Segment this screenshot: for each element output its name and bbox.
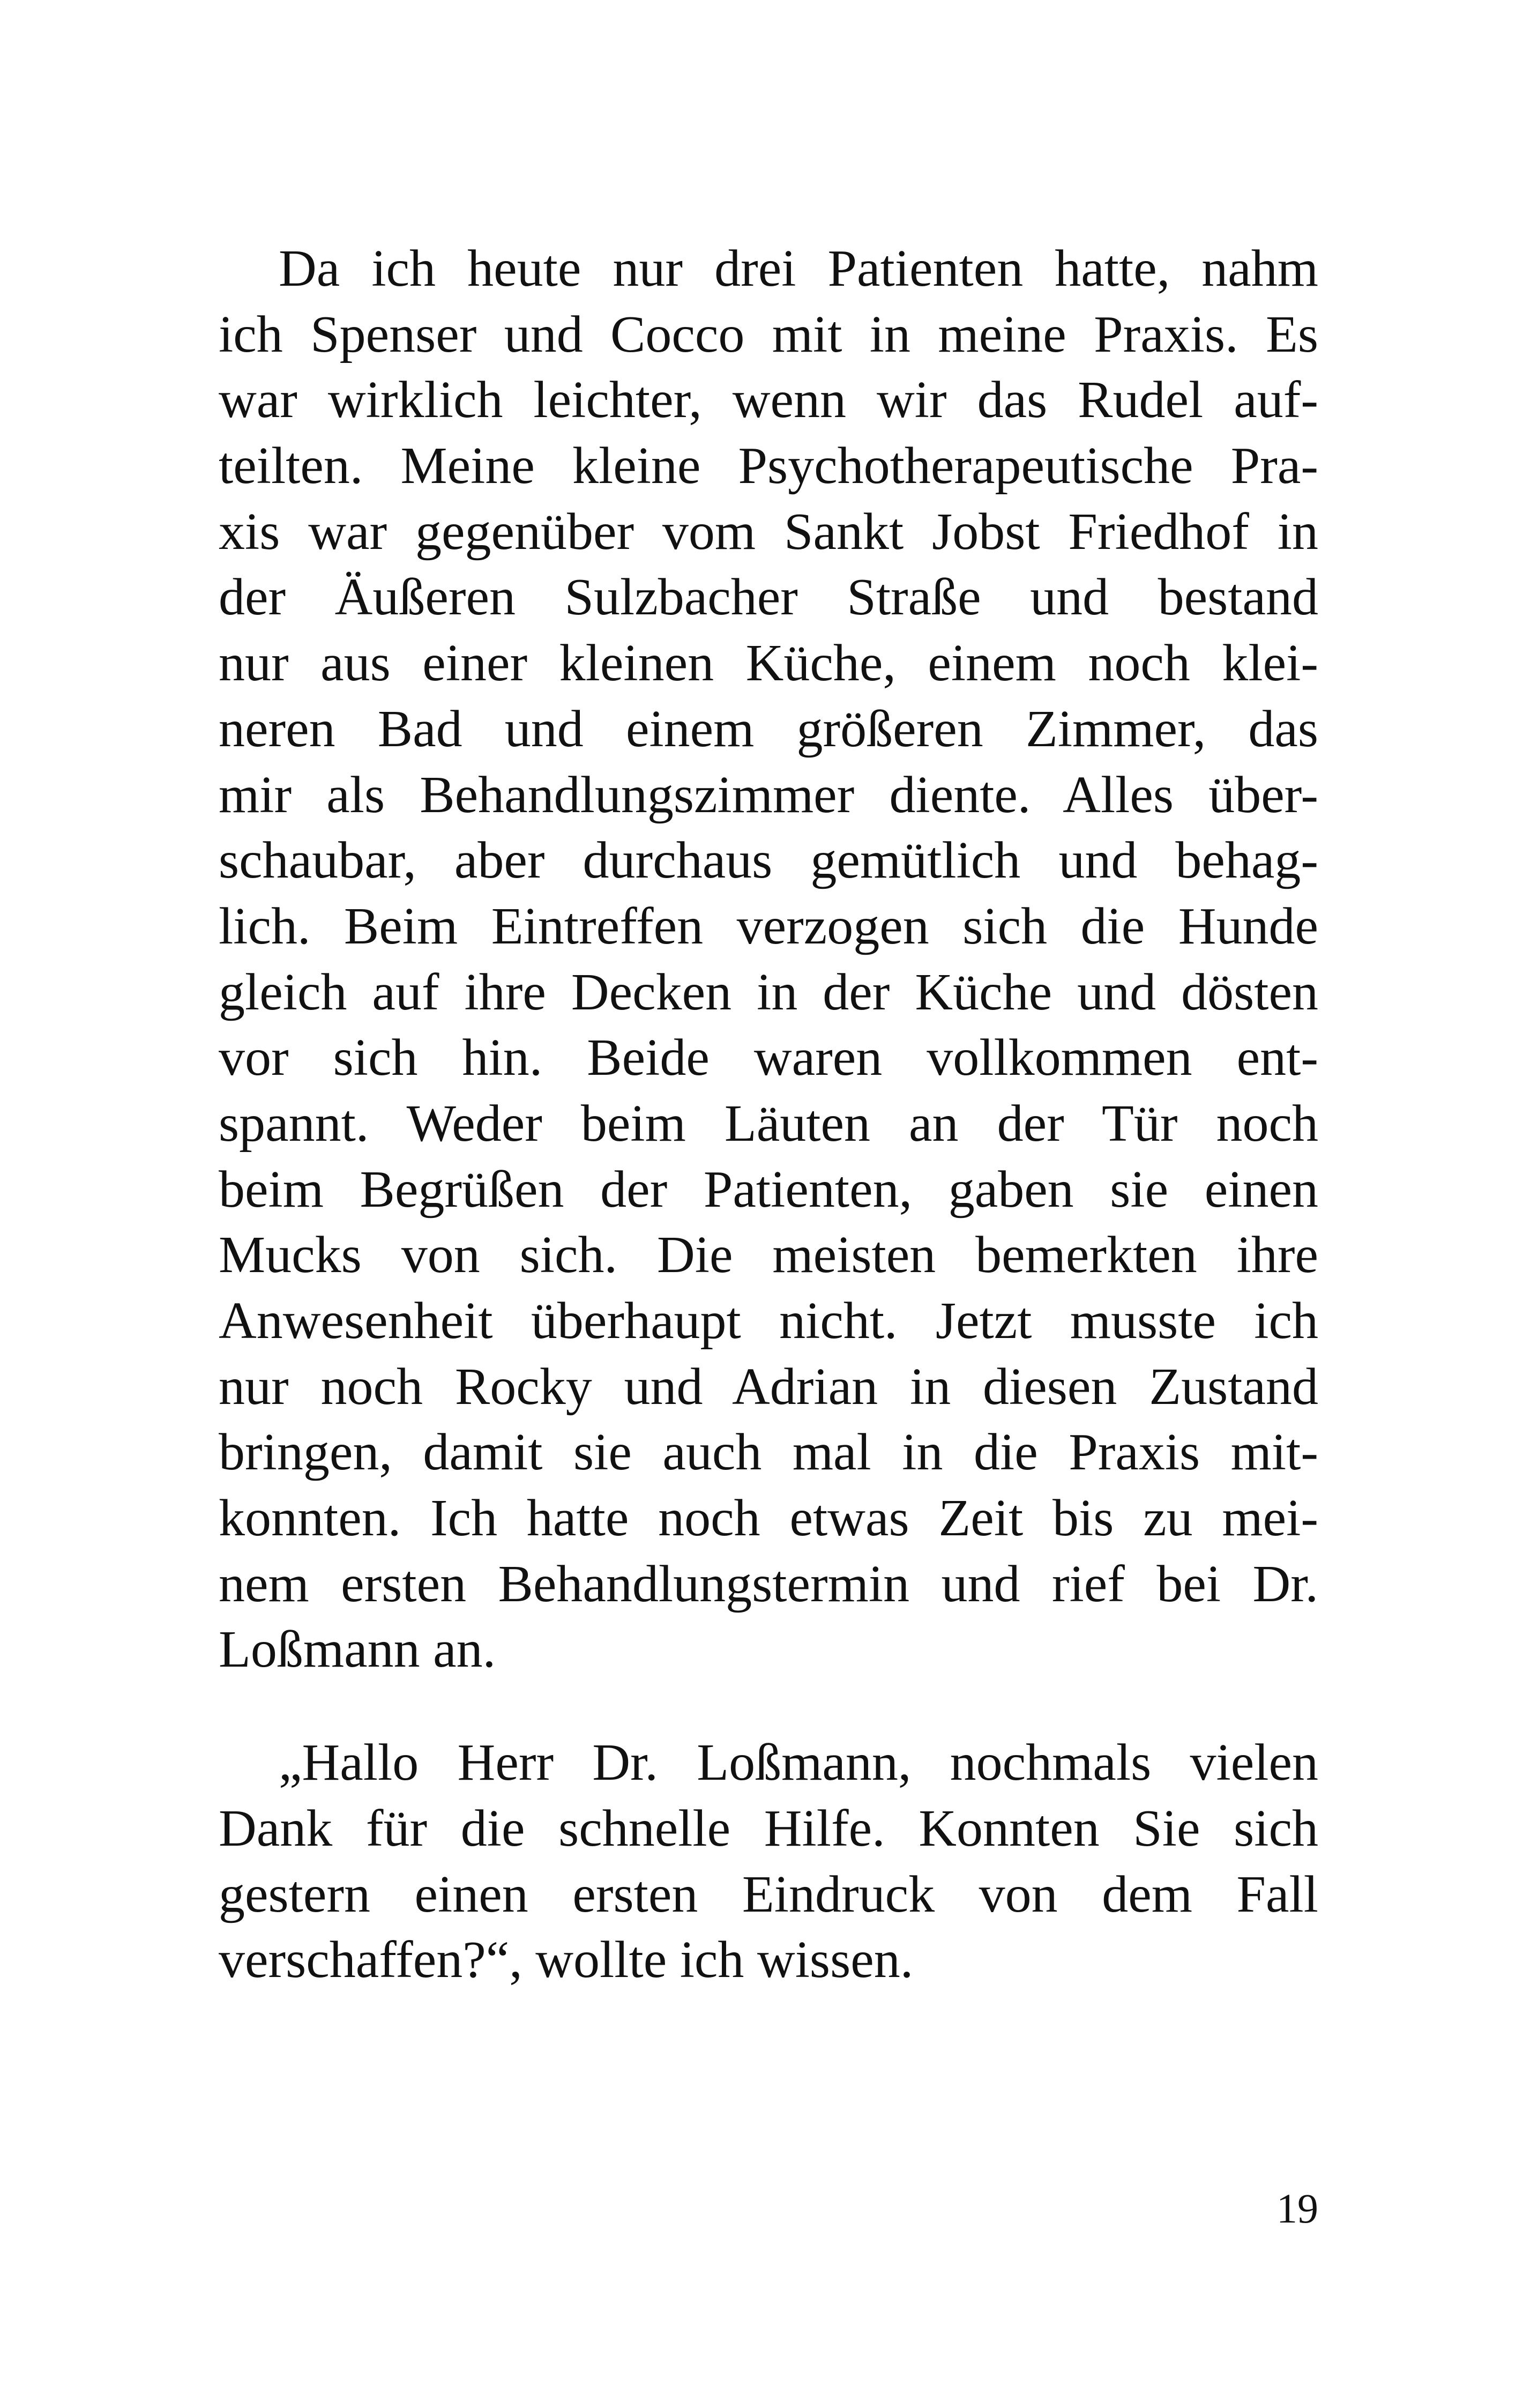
text-line: gestern einen ersten Eindruck von dem Fall: [219, 1865, 1318, 1923]
text-line: nur aus einer kleinen Küche, einem noch klei-: [219, 634, 1318, 693]
text-line: schaubar, aber durchaus gemütlich und behag-: [219, 831, 1318, 890]
text-line: gleich auf ihre Decken in der Küche und dösten: [219, 963, 1318, 1021]
text-line: mir als Behandlungszimmer diente. Alles über-: [219, 765, 1318, 824]
body-text: [219, 236, 1318, 1993]
text-line: der Äußeren Sulzbacher Straße und bestand: [219, 568, 1318, 627]
text-line: vor sich hin. Beide waren vollkommen ent-: [219, 1029, 1318, 1087]
text-line: neren Bad und einem größeren Zimmer, das: [219, 700, 1318, 758]
text-line: konnten. Ich hatte noch etwas Zeit bis zu mei-: [219, 1489, 1318, 1548]
text-line: spannt. Weder beim Läuten an der Tür noch: [219, 1094, 1318, 1153]
text-line: beim Begrüßen der Patienten, gaben sie einen: [219, 1160, 1318, 1218]
text-line: Da ich heute nur drei Patienten hatte, nahm: [279, 240, 1318, 298]
text-line: „Hallo Herr Dr. Loßmann, nochmals vielen: [279, 1734, 1318, 1792]
text-line: Mucks von sich. Die meisten bemerkten ihre: [219, 1226, 1318, 1284]
text-line: teilten. Meine kleine Psychotherapeutische Pra-: [219, 437, 1318, 495]
text-line: Loßmann an.: [219, 1621, 496, 1679]
text-line: ich Spenser und Cocco mit in meine Praxis. Es: [219, 305, 1318, 363]
text-line: Dank für die schnelle Hilfe. Konnten Sie sich: [219, 1799, 1318, 1857]
page-number: 19: [1276, 2185, 1318, 2232]
paragraph-1: [219, 236, 1318, 1683]
text-line: lich. Beim Eintreffen verzogen sich die Hunde: [219, 897, 1318, 955]
paragraph-2: [219, 1730, 1318, 1993]
text-line: war wirklich leichter, wenn wir das Rudel auf-: [219, 371, 1318, 429]
text-line: bringen, damit sie auch mal in die Praxis mit-: [219, 1423, 1318, 1482]
text-line: verschaffen?“, wollte ich wissen.: [219, 1931, 914, 1989]
text-line: nur noch Rocky und Adrian in diesen Zustand: [219, 1357, 1318, 1416]
text-line: xis war gegenüber vom Sankt Jobst Friedhof in: [219, 502, 1318, 561]
text-line: nem ersten Behandlungstermin und rief bei Dr.: [219, 1555, 1318, 1613]
text-line: Anwesenheit überhaupt nicht. Jetzt musste ich: [219, 1292, 1318, 1350]
